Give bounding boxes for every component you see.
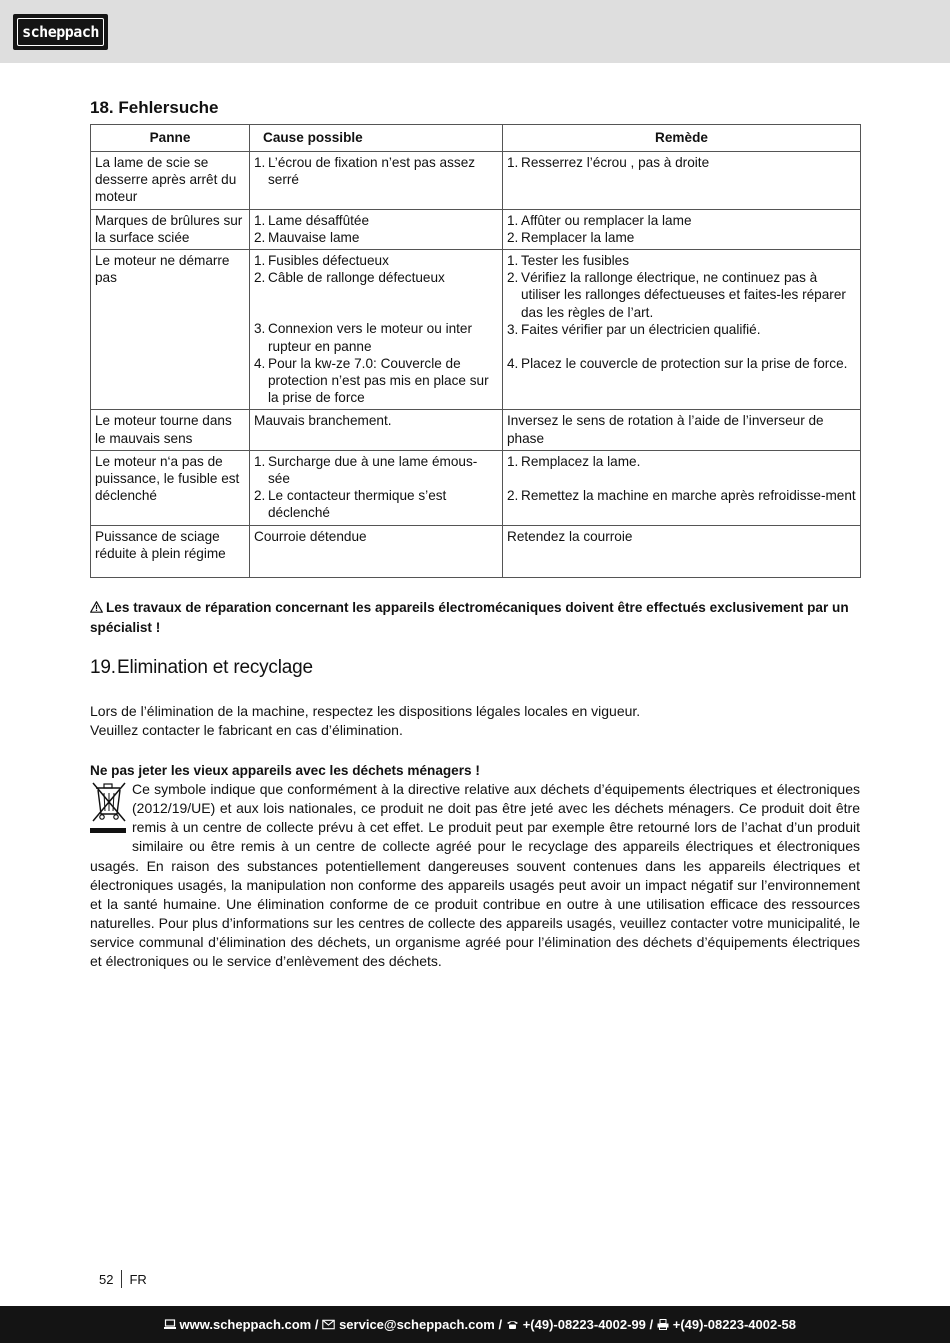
email-icon <box>322 1319 335 1330</box>
crossed-out-bin-icon <box>90 780 128 838</box>
disposal-intro <box>90 702 860 741</box>
brand-logo <box>13 14 108 50</box>
disposal-intro-line: Veuillez contacter le fabricant en cas d’élimination. <box>90 722 403 739</box>
fax-number: +(49)-08223-4002-58 <box>672 1317 796 1332</box>
list-item: 1. L’écrou de fixation n’est pas assez serré <box>254 155 476 188</box>
section-18-title: 18. Fehlersuche <box>90 98 219 117</box>
table-row <box>91 152 861 210</box>
cell-cause <box>250 152 503 210</box>
email-link[interactable]: service@scheppach.com <box>339 1317 495 1332</box>
list-item: 2. Le contacteur thermique s’est déclenché <box>254 488 447 521</box>
repair-warning <box>90 598 860 638</box>
cell-panne: Le moteur ne démarre pas <box>91 250 250 410</box>
website-link[interactable]: www.scheppach.com <box>179 1317 312 1332</box>
list-item: 2. Vérifiez la rallonge électrique, ne continuez pas à utiliser les rallonges défectueuses et faites-les réparer das les règles de l’art. <box>507 270 846 320</box>
footer-separator: / <box>311 1317 323 1332</box>
table-row <box>91 450 861 525</box>
cell-panne: La lame de scie se desserre après arrêt du moteur <box>91 152 250 210</box>
list-item: 4. Pour la kw-ze 7.0: Couvercle de protection n’est pas mis en place sur la prise de force <box>254 355 489 406</box>
column-header-cause: Cause possible <box>250 125 503 152</box>
table-row <box>91 209 861 249</box>
spacer <box>254 286 498 303</box>
footer-separator: / <box>494 1317 506 1332</box>
cell-cause <box>250 450 503 525</box>
list-item: 2. Remettez la machine en marche après refroidisse-ment <box>507 488 856 504</box>
cell-cause <box>250 250 503 410</box>
cell-cause: Courroie détendue <box>250 525 503 577</box>
spacer <box>507 338 856 355</box>
weee-subheading: Ne pas jeter les vieux appareils avec les déchets ménagers ! <box>90 762 480 778</box>
page-footer-number <box>99 1270 147 1288</box>
list-item: 1. Affûter ou remplacer la lame <box>507 212 692 228</box>
column-header-panne: Panne <box>91 125 250 152</box>
cell-remede: Inversez le sens de rotation à l’aide de l’inverseur de phase <box>503 410 861 450</box>
weee-paragraph-text: Ce symbole indique que conformément à la directive relative aux déchets d’équipements électriques et électroniques (2012/19/UE) et aux lois nationales, ce produit ne doit pas être jeté avec les déchets ménagers. Ce produit doit être remis à un centre de collecte prévu à cet effet. Le produit peut par exemple être retourné lors de l’achat d’un produit similaire ou être remis à un centre de collecte agréé pour le recyclage des appareils électriques et électroniques usagés. En raison des substances potentiellement dangereuses souvent contenues dans les appareils électriques et électroniques usagés, la manipulation non conforme des appareils usagés peut avoir un impact négatif sur l’environnement et la santé humaine. Une élimination conforme de ce produit contribue en outre à une utilisation efficace des ressources naturelles. Pour plus d’informations sur les centres de collecte des appareils usagés, veuillez contacter votre municipalité, le service communal d’élimination des déchets, un organisme agréé pour l’élimination des déchets d’équipements électriques et électroniques ou le service d’enlèvement des déchets. <box>90 781 860 969</box>
cell-panne: Le moteur tourne dans le mauvais sens <box>91 410 250 450</box>
cell-remede <box>503 250 861 410</box>
list-item: 2. Mauvaise lame <box>254 229 360 245</box>
brand-logo-text: scheppach <box>17 18 104 46</box>
repair-warning-text: Les travaux de réparation concernant les appareils électromécaniques doivent être effectués exclusivement par un spécialist ! <box>90 599 849 635</box>
phone-number: +(49)-08223-4002-99 <box>522 1317 646 1332</box>
section-19-title <box>90 656 860 680</box>
phone-icon <box>506 1319 519 1330</box>
table-row <box>91 410 861 450</box>
cell-remede <box>503 209 861 249</box>
cell-cause: Mauvais branchement. <box>250 410 503 450</box>
cell-remede <box>503 450 861 525</box>
list-item: 1. Lame désaffûtée <box>254 212 370 228</box>
cell-panne: Le moteur n‘a pas de puissance, le fusible est déclenché <box>91 450 250 525</box>
table-header-row <box>91 125 861 152</box>
list-item: 2. Remplacer la lame <box>507 229 635 245</box>
list-item: 1. Tester les fusibles <box>507 253 630 269</box>
footer-separator: / <box>645 1317 657 1332</box>
cell-panne: Puissance de sciage réduite à plein régime <box>91 525 250 577</box>
spacer <box>254 303 498 320</box>
section-19-title-text: Elimination et recyclage <box>117 656 313 678</box>
weee-paragraph <box>90 780 860 971</box>
warning-triangle-icon <box>90 601 103 613</box>
troubleshooting-table <box>90 124 861 578</box>
page-content <box>90 96 860 971</box>
cell-panne: Marques de brûlures sur la surface sciée <box>91 209 250 249</box>
section-19-number: 19. <box>90 656 116 678</box>
table-row <box>91 525 861 577</box>
disposal-intro-line: Lors de l’élimination de la machine, respectez les dispositions légales locales en vigueur. <box>90 702 641 719</box>
cell-cause <box>250 209 503 249</box>
page-language: FR <box>129 1271 147 1287</box>
fax-icon <box>657 1319 669 1330</box>
header-band <box>0 0 950 63</box>
column-header-remede: Remède <box>503 125 861 152</box>
list-item: 3. Connexion vers le moteur ou inter rupteur en panne <box>254 321 473 354</box>
list-item: 1. Resserrez l’écrou , pas à droite <box>507 155 710 170</box>
contact-footer <box>0 1306 950 1343</box>
cell-remede <box>503 152 861 210</box>
list-item: 1. Surcharge due à une lame émous-sée <box>254 453 478 487</box>
table-row <box>91 250 861 410</box>
page-divider <box>121 1270 122 1288</box>
list-item: 3. Faites vérifier par un électricien qualifié. <box>507 321 761 337</box>
page-number: 52 <box>99 1271 114 1287</box>
spacer <box>507 470 856 487</box>
list-item: 1. Remplacez la lame. <box>507 453 641 469</box>
list-item: 1. Fusibles défectueux <box>254 253 389 269</box>
cell-remede: Retendez la courroie <box>503 525 861 577</box>
computer-icon <box>164 1319 176 1330</box>
list-item: 2. Câble de rallonge défectueux <box>254 270 445 286</box>
list-item: 4. Placez le couvercle de protection sur la prise de force. <box>507 356 848 372</box>
